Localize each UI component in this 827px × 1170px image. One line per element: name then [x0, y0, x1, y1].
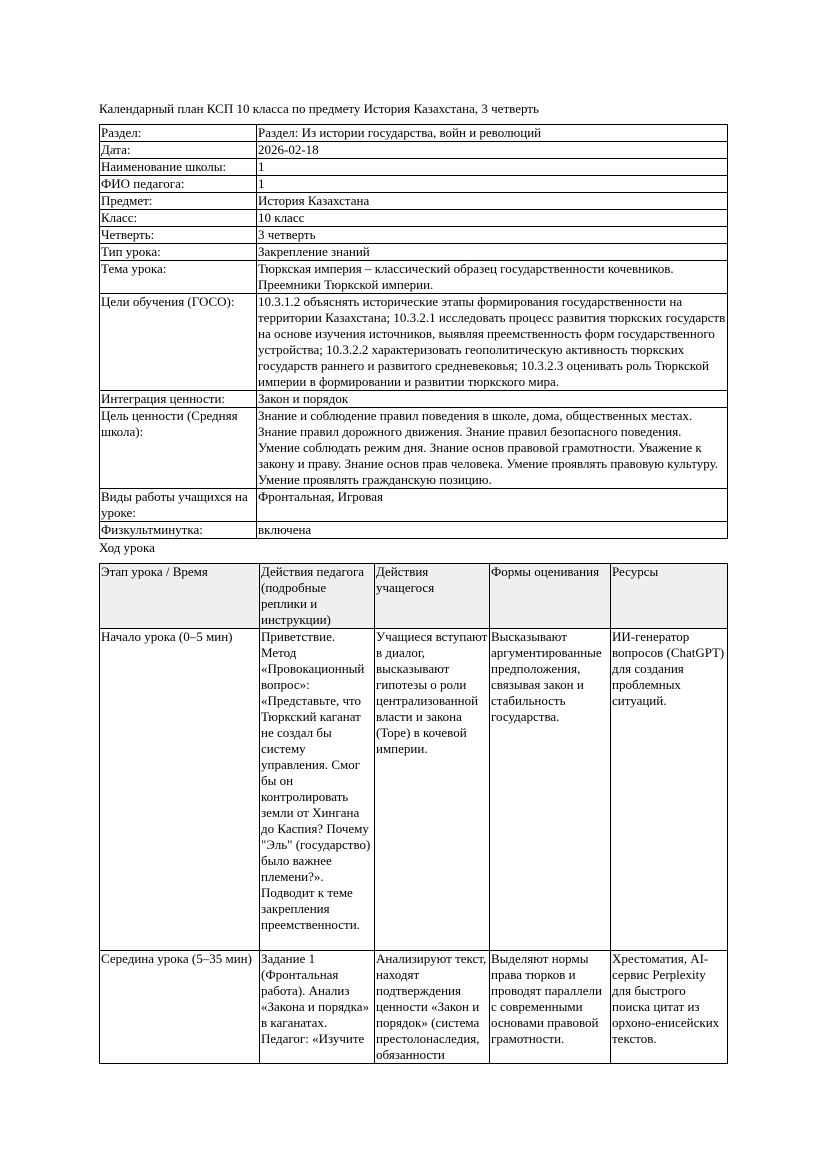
info-label: Цель ценности (Средняя школа): [100, 408, 257, 489]
info-value: Раздел: Из истории государства, войн и революций [257, 125, 728, 142]
info-label: Тема урока: [100, 261, 257, 294]
column-header-student: Действия учащегося [375, 564, 490, 629]
info-value: 1 [257, 176, 728, 193]
info-value: Закон и порядок [257, 391, 728, 408]
assessment-cell: Высказывают аргументированные предположения, связывая закон и стабильность государства. [490, 629, 611, 951]
student-actions-cell [375, 951, 490, 1064]
teacher-actions-cell [260, 951, 375, 1064]
info-row [100, 193, 728, 210]
info-label: Дата: [100, 142, 257, 159]
info-row [100, 176, 728, 193]
info-label: Цели обучения (ГОСО): [100, 294, 257, 391]
teacher-actions-cell: Приветствие. Метод «Провокационный вопрос»: «Представьте, что Тюркский каганат не создал бы систему управления. Смог бы он контролировать земли от Хингана до Каспия? Почему "Эль" (государство) было важнее племени?». Подводит к теме закрепления преемственности. [260, 629, 375, 951]
lesson-info-table [99, 124, 728, 539]
info-value: Знание и соблюдение правил поведения в школе, дома, общественных местах. Знание правил дорожного движения. Знание правил безопасного поведения. Умение соблюдать режим дня. Знание основ правовой грамотности. Уважение к закону и праву. Знание основ прав человека. Умение проявлять правовую культуру. Умение проявлять гражданскую позицию. [257, 408, 728, 489]
stage-cell [100, 951, 260, 1064]
info-value: 10 класс [257, 210, 728, 227]
info-row [100, 294, 728, 391]
info-row [100, 227, 728, 244]
lesson-progress-heading: Ход урока [99, 540, 155, 555]
info-value: 2026-02-18 [257, 142, 728, 159]
lesson-plan-row [100, 629, 728, 951]
lesson-plan-row [100, 951, 728, 1064]
info-label: Класс: [100, 210, 257, 227]
document-title: Календарный план КСП 10 класса по предмету История Казахстана, 3 четверть [99, 101, 539, 116]
info-label: Предмет: [100, 193, 257, 210]
assessment-text: Выделяют нормы права тюрков и проводят параллели с современными основами правовой грамотности. [491, 951, 602, 1046]
info-row [100, 125, 728, 142]
lesson-plan-table [99, 563, 728, 1064]
info-row [100, 408, 728, 489]
student-actions-text: Анализируют текст, находят подтверждения ценности «Закон и порядок» (система престолонаследия, обязанности [376, 951, 487, 1062]
resources-cell [611, 951, 728, 1064]
info-row [100, 391, 728, 408]
info-label: Раздел: [100, 125, 257, 142]
info-value: Тюркская империя – классический образец государственности кочевников. Преемники Тюркской империи. [257, 261, 728, 294]
info-value: включена [257, 522, 728, 539]
info-value: 10.3.1.2 объяснять исторические этапы формирования государственности на территории Казахстана; 10.3.2.1 исследовать процесс развития тюркских государств на основе изучения источников, выявляя преемственность форм государственного устройства; 10.3.2.2 характеризовать геополитическую активность тюркских государств раннего и развитого средневековья; 10.3.2.3 оценивать роль Тюркской империи в формировании и развитии тюркского мира. [257, 294, 728, 391]
info-value: 1 [257, 159, 728, 176]
resources-cell: ИИ-генератор вопросов (ChatGPT) для создания проблемных ситуаций. [611, 629, 728, 951]
info-value: Фронтальная, Игровая [257, 489, 728, 522]
info-row [100, 522, 728, 539]
column-header-assessment: Формы оценивания [490, 564, 611, 629]
column-header-resources: Ресурсы [611, 564, 728, 629]
info-label: Четверть: [100, 227, 257, 244]
info-row [100, 261, 728, 294]
stage-text: Середина урока (5–35 мин) [101, 951, 252, 966]
info-row [100, 244, 728, 261]
info-label: Тип урока: [100, 244, 257, 261]
student-actions-cell: Учащиеся вступают в диалог, высказывают гипотезы о роли централизованной власти и закона (Торе) в кочевой империи. [375, 629, 490, 951]
column-header-stage: Этап урока / Время [100, 564, 260, 629]
resources-text: Хрестоматия, AI-сервис Perplexity для быстрого поиска цитат из орхоно-енисейских текстов. [612, 951, 720, 1046]
teacher-actions-text: Задание 1 (Фронтальная работа). Анализ «Закона и порядка» в каганатах. Педагог: «Изучите [261, 951, 370, 1046]
info-row [100, 489, 728, 522]
info-value: Закрепление знаний [257, 244, 728, 261]
info-row [100, 159, 728, 176]
stage-cell: Начало урока (0–5 мин) [100, 629, 260, 951]
assessment-cell [490, 951, 611, 1064]
lesson-plan-header-row [100, 564, 728, 629]
info-label: Виды работы учащихся на уроке: [100, 489, 257, 522]
document-page [99, 101, 727, 1064]
info-row [100, 142, 728, 159]
info-value: 3 четверть [257, 227, 728, 244]
info-label: Физкультминутка: [100, 522, 257, 539]
column-header-teacher: Действия педагога (подробные реплики и инструкции) [260, 564, 375, 629]
info-label: Интеграция ценности: [100, 391, 257, 408]
info-label: Наименование школы: [100, 159, 257, 176]
info-label: ФИО педагога: [100, 176, 257, 193]
info-value: История Казахстана [257, 193, 728, 210]
info-row [100, 210, 728, 227]
